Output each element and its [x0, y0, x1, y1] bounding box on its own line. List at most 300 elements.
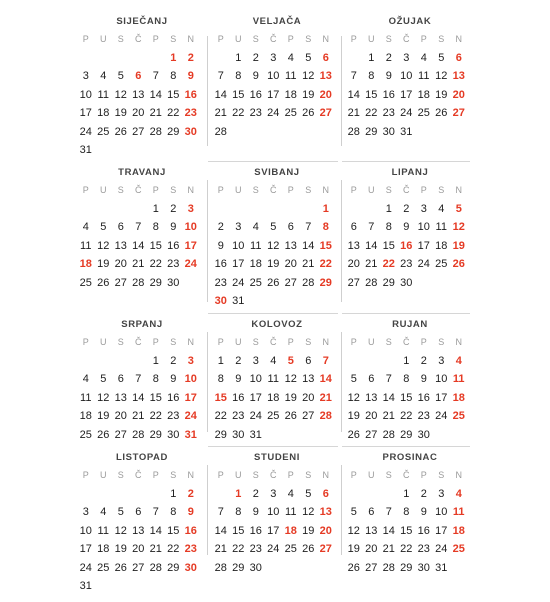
day-cell: 9 [170, 373, 177, 386]
weekday-label: Č [270, 34, 277, 44]
day-cell: 27 [365, 561, 378, 574]
day-cell: 3 [270, 52, 277, 64]
day-cell: 8 [403, 506, 410, 519]
day-cell: 7 [305, 221, 312, 234]
weekday-label: Č [270, 470, 277, 480]
day-cell: 9 [235, 373, 242, 386]
day-cell: 4 [100, 506, 107, 519]
day-cell: 13 [114, 239, 127, 252]
weekday-label: Č [135, 34, 142, 44]
day-cell: 2 [187, 52, 194, 64]
day-cell: 29 [319, 276, 332, 289]
month-block [345, 319, 475, 469]
day-cell: 1 [170, 488, 177, 500]
day-cell: 6 [350, 221, 357, 234]
day-cell: 2 [170, 355, 177, 367]
day-cell: 31 [400, 125, 413, 138]
day-cell: 8 [152, 373, 159, 386]
day-cell: 26 [114, 561, 127, 574]
day-cell: 5 [455, 203, 462, 215]
day-cell: 7 [385, 506, 392, 519]
day-cell: 15 [400, 524, 413, 537]
day-cell: 12 [452, 221, 465, 234]
day-cell: 5 [100, 373, 107, 386]
day-cell: 24 [400, 107, 413, 120]
day-cell: 9 [252, 506, 259, 519]
day-cell: 16 [382, 88, 395, 101]
month-name: PROSINAC [382, 452, 438, 463]
weekday-label: P [152, 470, 159, 480]
day-cell: 9 [420, 506, 427, 519]
day-cell: 5 [350, 506, 357, 519]
weekday-label: S [252, 470, 259, 480]
day-cell: 21 [149, 107, 162, 120]
day-cell: 3 [403, 52, 410, 64]
weekday-label: U [100, 470, 107, 480]
month-name: VELJAČA [252, 16, 302, 27]
day-cell: 29 [167, 561, 180, 574]
day-cell: 4 [287, 52, 294, 64]
weekday-label: N [322, 470, 329, 480]
day-cell: 27 [132, 125, 145, 138]
day-cell: 15 [149, 391, 162, 404]
day-cell: 13 [114, 391, 127, 404]
day-cell: 22 [232, 543, 245, 556]
weekday-label: P [152, 185, 159, 195]
day-cell: 14 [149, 88, 162, 101]
day-cell: 13 [132, 524, 145, 537]
day-cell: 6 [135, 70, 142, 83]
day-cell: 26 [347, 428, 360, 441]
day-cell: 5 [305, 52, 312, 64]
day-cell: 18 [249, 258, 262, 271]
day-cell: 27 [302, 410, 315, 423]
day-cell: 17 [79, 107, 92, 120]
day-cell: 12 [302, 506, 315, 519]
day-cell: 28 [149, 125, 162, 138]
weekday-label: S [305, 34, 312, 44]
month-name: STUDENI [254, 452, 300, 463]
day-cell: 24 [79, 561, 92, 574]
day-cell: 26 [97, 428, 110, 441]
day-cell: 25 [452, 410, 465, 423]
weekday-label: S [252, 337, 259, 347]
month-block [212, 452, 342, 602]
day-cell: 3 [82, 506, 89, 519]
day-cell: 11 [285, 506, 297, 519]
day-cell: 14 [149, 524, 162, 537]
day-cell: 14 [365, 239, 378, 252]
day-cell: 11 [97, 88, 109, 101]
day-cell: 17 [435, 391, 448, 404]
day-cell: 23 [167, 258, 180, 271]
day-cell: 6 [117, 373, 124, 386]
day-cell: 3 [270, 488, 277, 500]
weekday-label: S [117, 34, 124, 44]
day-cell: 20 [319, 524, 332, 537]
day-cell: 10 [184, 221, 197, 234]
day-cell: 30 [382, 125, 395, 138]
day-cell: 9 [187, 506, 194, 519]
day-cell: 23 [249, 107, 262, 120]
day-cell: 31 [249, 428, 262, 441]
day-cell: 5 [287, 355, 294, 367]
day-cell: 18 [452, 391, 465, 404]
day-cell: 10 [417, 221, 430, 234]
day-cell: 16 [167, 391, 180, 404]
day-cell: 1 [368, 52, 375, 64]
day-cell: 10 [267, 506, 280, 519]
day-cell: 7 [152, 70, 159, 83]
month-block [77, 167, 207, 317]
day-cell: 17 [232, 258, 245, 271]
weekday-label: P [217, 185, 224, 195]
day-cell: 9 [187, 70, 194, 83]
day-cell: 27 [347, 276, 360, 289]
month-block [212, 167, 342, 317]
day-cell: 19 [97, 410, 110, 423]
weekday-label: P [217, 34, 224, 44]
day-cell: 19 [97, 258, 110, 271]
weekday-label: Č [403, 185, 410, 195]
day-cell: 12 [114, 88, 127, 101]
day-cell: 27 [365, 428, 378, 441]
weekday-label: P [82, 470, 89, 480]
day-cell: 8 [385, 221, 392, 234]
day-cell: 7 [322, 355, 329, 367]
day-cell: 14 [214, 88, 227, 101]
day-cell: 23 [214, 276, 227, 289]
day-cell: 6 [287, 221, 294, 234]
day-cell: 31 [79, 144, 92, 156]
day-cell: 15 [232, 88, 245, 101]
day-cell: 10 [184, 373, 197, 386]
day-cell: 8 [152, 221, 159, 234]
day-cell: 5 [117, 506, 124, 519]
day-cell: 1 [170, 52, 177, 64]
day-cell: 28 [214, 125, 227, 138]
day-cell: 6 [305, 355, 312, 367]
day-cell: 4 [100, 70, 107, 83]
day-cell: 21 [214, 543, 227, 556]
day-cell: 30 [232, 428, 245, 441]
day-cell: 6 [322, 52, 329, 64]
day-cell: 23 [167, 410, 180, 423]
weekday-label: U [235, 337, 242, 347]
day-cell: 12 [347, 524, 360, 537]
day-cell: 21 [302, 258, 315, 271]
day-cell: 16 [184, 524, 197, 537]
day-cell: 17 [267, 524, 280, 537]
month-block [212, 319, 342, 469]
month-block [345, 16, 475, 166]
day-cell: 19 [302, 524, 315, 537]
day-cell: 15 [214, 391, 227, 404]
day-cell: 21 [365, 258, 378, 271]
day-cell: 15 [400, 391, 413, 404]
day-cell: 24 [267, 107, 280, 120]
weekday-label: P [287, 470, 294, 480]
day-cell: 21 [382, 543, 395, 556]
weekday-label: Č [270, 185, 277, 195]
day-cell: 30 [400, 276, 413, 289]
day-cell: 20 [365, 543, 378, 556]
day-cell: 24 [417, 258, 430, 271]
day-cell: 2 [420, 355, 427, 367]
day-cell: 24 [232, 276, 245, 289]
day-cell: 25 [284, 543, 297, 556]
weekday-label: S [117, 185, 124, 195]
day-cell: 30 [214, 295, 227, 307]
day-cell: 2 [235, 355, 242, 367]
weekday-label: N [187, 337, 194, 347]
day-cell: 5 [438, 52, 445, 64]
weekday-label: P [420, 34, 427, 44]
weekday-label: U [368, 34, 375, 44]
month-name: SRPANJ [121, 319, 163, 330]
day-cell: 20 [132, 543, 145, 556]
day-cell: 6 [117, 221, 124, 234]
day-cell: 27 [319, 543, 332, 556]
day-cell: 28 [214, 561, 227, 574]
day-cell: 29 [365, 125, 378, 138]
day-cell: 8 [170, 506, 177, 519]
day-cell: 13 [365, 524, 378, 537]
day-cell: 9 [385, 70, 392, 83]
day-cell: 25 [97, 125, 110, 138]
day-cell: 16 [417, 391, 430, 404]
day-cell: 23 [184, 107, 197, 120]
day-cell: 13 [284, 239, 297, 252]
day-cell: 23 [417, 410, 430, 423]
weekday-label: U [368, 337, 375, 347]
day-cell: 25 [435, 258, 448, 271]
day-cell: 7 [368, 221, 375, 234]
day-cell: 31 [232, 295, 245, 307]
day-cell: 1 [152, 203, 159, 215]
weekday-label: S [438, 185, 445, 195]
day-cell: 21 [149, 543, 162, 556]
weekday-label: U [100, 185, 107, 195]
weekday-label: N [187, 34, 194, 44]
day-cell: 30 [184, 125, 197, 138]
day-cell: 30 [249, 561, 262, 574]
day-cell: 15 [167, 524, 180, 537]
day-cell: 4 [455, 355, 462, 367]
weekday-label: P [152, 34, 159, 44]
day-cell: 2 [385, 52, 392, 64]
day-cell: 9 [217, 239, 224, 252]
day-cell: 19 [452, 239, 465, 252]
day-cell: 26 [114, 125, 127, 138]
day-cell: 18 [79, 410, 92, 423]
column-divider [207, 465, 208, 555]
weekday-label: P [152, 337, 159, 347]
day-cell: 11 [80, 239, 92, 252]
weekday-label: Č [403, 34, 410, 44]
day-cell: 25 [79, 276, 92, 289]
day-cell: 25 [79, 428, 92, 441]
day-cell: 28 [347, 125, 360, 138]
weekday-label: S [305, 470, 312, 480]
column-divider [207, 36, 208, 146]
day-cell: 23 [382, 107, 395, 120]
day-cell: 6 [368, 506, 375, 519]
day-cell: 11 [452, 373, 465, 386]
month-block [77, 452, 207, 602]
month-name: TRAVANJ [118, 167, 166, 178]
day-cell: 26 [97, 276, 110, 289]
day-cell: 8 [217, 373, 224, 386]
day-cell: 22 [382, 258, 395, 271]
day-cell: 7 [135, 221, 142, 234]
weekday-label: S [170, 470, 177, 480]
day-cell: 4 [270, 355, 277, 367]
day-cell: 21 [132, 258, 145, 271]
day-cell: 13 [365, 391, 378, 404]
day-cell: 29 [382, 276, 395, 289]
weekday-label: S [117, 470, 124, 480]
day-cell: 10 [435, 506, 448, 519]
day-cell: 14 [132, 391, 145, 404]
day-cell: 4 [252, 221, 259, 234]
day-cell: 4 [420, 52, 427, 64]
weekday-label: Č [135, 185, 142, 195]
day-cell: 22 [167, 543, 180, 556]
day-cell: 13 [452, 70, 465, 83]
day-cell: 25 [452, 543, 465, 556]
day-cell: 5 [270, 221, 277, 234]
day-cell: 20 [319, 88, 332, 101]
day-cell: 22 [232, 107, 245, 120]
weekday-label: N [322, 185, 329, 195]
day-cell: 30 [167, 428, 180, 441]
day-cell: 24 [249, 410, 262, 423]
day-cell: 17 [79, 543, 92, 556]
day-cell: 5 [117, 70, 124, 83]
day-cell: 13 [319, 70, 332, 83]
weekday-label: N [322, 337, 329, 347]
day-cell: 4 [455, 488, 462, 500]
weekday-label: P [350, 470, 357, 480]
day-cell: 1 [235, 488, 242, 500]
weekday-label: S [252, 34, 259, 44]
day-cell: 16 [167, 239, 180, 252]
weekday-label: U [235, 34, 242, 44]
day-cell: 11 [435, 221, 447, 234]
day-cell: 25 [97, 561, 110, 574]
day-cell: 19 [347, 410, 360, 423]
day-cell: 1 [152, 355, 159, 367]
day-cell: 12 [114, 524, 127, 537]
day-cell: 18 [284, 524, 297, 537]
month-name: SIJEČANJ [116, 16, 168, 27]
day-cell: 2 [252, 488, 259, 500]
day-cell: 20 [365, 410, 378, 423]
day-cell: 4 [287, 488, 294, 500]
day-cell: 3 [82, 70, 89, 83]
day-cell: 22 [400, 543, 413, 556]
month-name: RUJAN [392, 319, 428, 330]
day-cell: 8 [403, 373, 410, 386]
day-cell: 29 [232, 561, 245, 574]
day-cell: 15 [167, 88, 180, 101]
day-cell: 21 [319, 391, 332, 404]
day-cell: 29 [400, 428, 413, 441]
day-cell: 26 [267, 276, 280, 289]
month-name: OŽUJAK [388, 16, 432, 27]
day-cell: 17 [417, 239, 430, 252]
weekday-label: S [252, 185, 259, 195]
day-cell: 12 [435, 70, 448, 83]
day-cell: 14 [319, 373, 332, 386]
weekday-label: S [170, 337, 177, 347]
weekday-label: N [322, 34, 329, 44]
day-cell: 6 [455, 52, 462, 64]
day-cell: 7 [350, 70, 357, 83]
day-cell: 16 [214, 258, 227, 271]
day-cell: 28 [302, 276, 315, 289]
day-cell: 17 [184, 239, 197, 252]
day-cell: 7 [217, 70, 224, 83]
day-cell: 16 [249, 524, 262, 537]
weekday-label: U [100, 337, 107, 347]
day-cell: 22 [167, 107, 180, 120]
day-cell: 7 [152, 506, 159, 519]
day-cell: 24 [79, 125, 92, 138]
day-cell: 3 [187, 355, 194, 367]
day-cell: 24 [267, 543, 280, 556]
day-cell: 18 [97, 107, 110, 120]
weekday-label: Č [135, 337, 142, 347]
day-cell: 20 [132, 107, 145, 120]
weekday-label: P [420, 337, 427, 347]
weekday-label: P [350, 337, 357, 347]
day-cell: 4 [82, 373, 89, 386]
day-cell: 20 [114, 410, 127, 423]
day-cell: 18 [79, 258, 92, 271]
day-cell: 1 [403, 355, 410, 367]
day-cell: 2 [217, 221, 224, 234]
month-block [77, 319, 207, 469]
day-cell: 18 [417, 88, 430, 101]
day-cell: 27 [319, 107, 332, 120]
weekday-label: S [385, 34, 392, 44]
day-cell: 10 [400, 70, 413, 83]
day-cell: 22 [214, 410, 227, 423]
day-cell: 24 [184, 258, 197, 271]
weekday-label: P [350, 34, 357, 44]
day-cell: 9 [252, 70, 259, 83]
day-cell: 10 [79, 88, 92, 101]
day-cell: 9 [170, 221, 177, 234]
weekday-label: S [385, 185, 392, 195]
weekday-label: P [82, 185, 89, 195]
day-cell: 28 [382, 428, 395, 441]
weekday-label: N [187, 470, 194, 480]
day-cell: 14 [382, 391, 395, 404]
weekday-label: P [287, 337, 294, 347]
day-cell: 13 [347, 239, 360, 252]
day-cell: 11 [267, 373, 279, 386]
day-cell: 1 [385, 203, 392, 215]
day-cell: 17 [267, 88, 280, 101]
day-cell: 12 [267, 239, 280, 252]
day-cell: 12 [97, 239, 110, 252]
day-cell: 16 [184, 88, 197, 101]
weekday-label: S [438, 470, 445, 480]
day-cell: 21 [382, 410, 395, 423]
